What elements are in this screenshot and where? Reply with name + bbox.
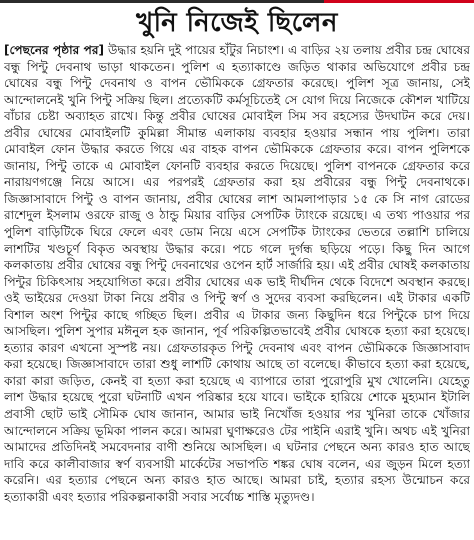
top-rule-dark — [0, 0, 324, 3]
article-paragraph — [4, 42, 470, 505]
continued-from-back-page-label: [পেছনের পৃষ্ঠার পর] — [4, 43, 105, 57]
article-text: উদ্ধার হয়নি দুই পায়ের হাঁটুর নিচাংশ। এ বাড়ির ২য় তলায় প্রবীর চন্দ্র ঘোষের বন্ধু পিন্টু দেবনাথ ভাড়া থাকতেন। পুলিশ এ হত্যাকাণ্ডে জড়িত থাকার অভিযোগে প্রবীর চন্দ্র ঘোষের বন্ধু পিন্টু দেবনাথ ও বাপন ভৌমিককে গ্রেফতার করেছে। পুলিশ সূত্র জানায়, সেই আন্দোলনেই খুনি পিন্টু সক্রিয় ছিল। প্রত্যেকটি কর্মসূচিতেই সে যোগ দিয়ে নিজেকে কৌশল খাটিয়ে বাঁচার চেষ্টা অব্যাহত রাখে। কিন্তু প্রবীর ঘোষের মোবাইল সিম সব রহস্যের উদঘাটন করে দেয়। প্রবীর ঘোষের মোবাইলটি কুমিল্লা সীমান্ত এলাকায় ব্যবহার হওয়ার সন্ধান পায় পুলিশ। তারা মোবাইল ফোন উদ্ধার করতে গিয়ে এর বাহক বাপন ভৌমিককে গ্রেফতার করে। বাপন পুলিশকে জানায়, পিন্টু তাকে এ মোবাইল ফোনটি ব্যবহার করতে দিয়েছে। পুলিশ বাপনকে গ্রেফতার করে নারায়ণগঞ্জে নিয়ে আসে। এর পরপরই গ্রেফতার করা হয় প্রবীরের বন্ধু পিন্টু দেবনাথকে। জিজ্ঞাসাবাদে পিন্টু ও বাপন জানায়, প্রবীর ঘোষের লাশ আমলাপাড়ার ১৫ কে সি নাগ রোডের রাশেদুল ইসলাম ওরফে রাজু ও ঠান্ডু মিয়ার বাড়ির সেপটিক ট্যাংকে রয়েছে। এ তথ্য পাওয়ার পর পুলিশ বাড়িটিকে ঘিরে ফেলে এবং ডোম নিয়ে এসে সেপটিক ট্যাংকের ভেতরে তল্লাশি চালিয়ে লাশটির খণ্ডচূর্ণ বিকৃত অবস্থায় উদ্ধার করে। পচে গলে দুর্গন্ধ ছড়িয়ে পড়ে। কিছু দিন আগে কলকাতায় প্রবীর ঘোষের বন্ধু পিন্টু দেবনাথের ওপেন হার্ট সার্জারি হয়। এই প্রবীর ঘোষই কলকাতায় পিন্টুর চিকিৎসায় সহযোগিতা করে। প্রবীর ঘোষের এক ভাই দীর্ঘদিন থেকে বিদেশে অবস্থান করছে। ওই ভাইয়ের দেওয়া টাকা নিয়ে প্রবীর ও পিন্টু স্বর্ণ ও সুদের ব্যবসা করছিলেন। এই টাকার একটি বিশাল অংশ পিন্টুর কাছে গচ্ছিত ছিল। প্রবীর এ টাকার জন্য কিছুদিন ধরে পিন্টুকে চাপ দিয়ে আসছিল। পুলিশ সুপার মঈনুল হক জানান, পূর্ব পরিকল্পিতভাবেই প্রবীর ঘোষকে হত্যা করা হয়েছে। হত্যার কারণ এখনো সুস্পষ্ট নয়। গ্রেফতারকৃত পিন্টু দেবনাথ এবং বাপন ভৌমিককে জিজ্ঞাসাবাদ করা হয়েছে। জিজ্ঞাসাবাদে তারা শুধু লাশটি কোথায় আছে তা বলেছে। কীভাবে হত্যা করা হয়েছে, কারা কারা জড়িত, কেনই বা হত্যা করা হয়েছে এ ব্যাপারে তারা পুরোপুরি মুখ খোলেনি। যেহেতু লাশ উদ্ধার হয়েছে পুরো ঘটনাটি এখন পরিষ্কার হয়ে যাবে। ভাইকে হারিয়ে শোকে মুহ্যমান ইটালি প্রবাসী ছোট ভাই সৌমিক ঘোষ জানান, আমার ভাই নিখোঁজ হওয়ার পর খুনিরা তাকে খোঁজার আন্দোলনে সক্রিয় ভূমিকা পালন করে। আমরা ঘুণাক্ষরেও টের পাইনি এরাই খুনি। অথচ এই খুনিরা আমাদের প্রতিদিনই সমবেদনার বাণী শুনিয়ে আসছিল। এ ঘটনার পেছনে অন্য কারও হাত আছে দাবি করে কালীবাজার স্বর্ণ ব্যবসায়ী মার্কেটের সভাপতি শঙ্কর ঘোষ বলেন, এর জুড়ন মিলে হত্যা করেনি। এর হত্যার পেছনে অন্য কারও হাত আছে। আমরা চাই, হত্যার রহস্য উন্মোচন করে হত্যাকারী এবং হত্যার পরিকল্পনাকারী সবার সর্বোচ্চ শাস্তি মৃত্যুদণ্ড। — [4, 43, 470, 504]
top-rule — [0, 0, 474, 3]
article-headline: খুনি নিজেই ছিলেন — [136, 8, 338, 38]
article-body — [4, 42, 470, 538]
top-rule-accent — [324, 0, 474, 3]
